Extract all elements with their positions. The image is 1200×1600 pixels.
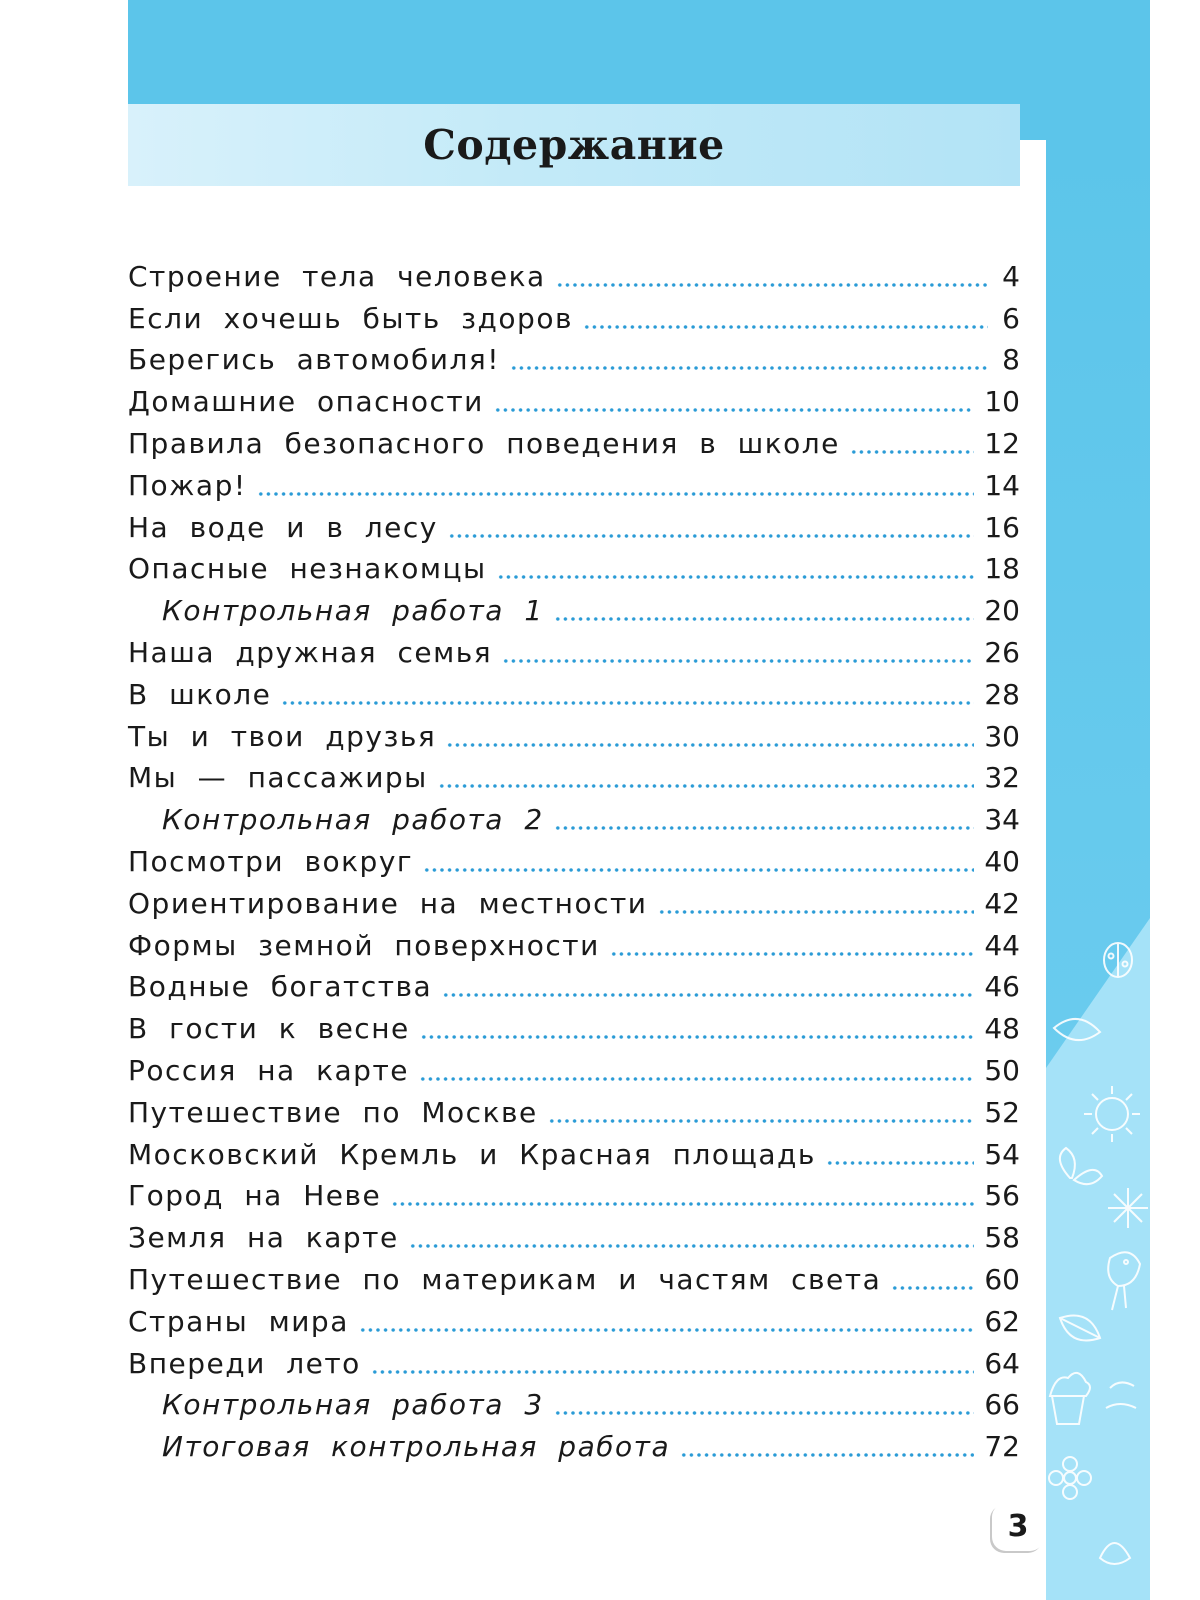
toc-entry-page: 62 — [984, 1304, 1020, 1338]
dot-leader — [420, 1035, 975, 1039]
toc-entry-page: 60 — [984, 1262, 1020, 1296]
dot-leader — [826, 1161, 974, 1165]
toc-entry-page: 50 — [984, 1053, 1020, 1087]
dot-leader — [548, 1119, 975, 1123]
dot-leader — [371, 1370, 975, 1374]
dot-leader — [448, 534, 975, 538]
toc-entry-page: 20 — [984, 594, 1020, 628]
dot-leader — [610, 952, 975, 956]
toc-entry-page: 66 — [984, 1388, 1020, 1422]
toc-entry-page: 52 — [984, 1095, 1020, 1129]
snowflake-icon — [1108, 1188, 1148, 1228]
toc-entry[interactable] — [128, 379, 1020, 421]
toc-entry-title: Путешествие по материкам и частям света — [128, 1262, 882, 1296]
toc-entry-title: Пожар! — [128, 468, 247, 502]
toc-entry-title: Строение тела человека — [128, 259, 546, 293]
toc-entry-title: Берегись автомобиля! — [128, 343, 500, 377]
toc-entry-page: 58 — [984, 1221, 1020, 1255]
toc-entry-title: Страны мира — [128, 1304, 349, 1338]
toc-entry[interactable] — [128, 756, 1020, 798]
toc-entry[interactable] — [128, 1341, 1020, 1383]
toc-entry[interactable] — [128, 254, 1020, 296]
dot-leader — [281, 701, 974, 705]
toc-entry-title: В школе — [128, 677, 272, 711]
toc-entry-page: 6 — [1002, 301, 1020, 335]
toc-entry[interactable] — [128, 1174, 1020, 1216]
toc-entry-title: Если хочешь быть здоров — [128, 301, 573, 335]
toc-entry-page: 42 — [984, 886, 1020, 920]
toc-entry-title: Домашние опасности — [128, 385, 484, 419]
dot-leader — [502, 659, 974, 663]
toc-entry[interactable] — [128, 296, 1020, 338]
toc-entry[interactable] — [128, 1090, 1020, 1132]
toc-entry-page: 32 — [984, 761, 1020, 795]
toc-entry-title: Контрольная работа 2 — [162, 803, 544, 837]
dot-leader — [438, 784, 975, 788]
toc-entry-page: 12 — [984, 426, 1020, 460]
toc-entry[interactable] — [128, 1215, 1020, 1257]
toc-entry-page: 30 — [984, 719, 1020, 753]
toc-entry-page: 26 — [984, 635, 1020, 669]
dot-leader — [409, 1244, 975, 1248]
dot-leader — [442, 993, 974, 997]
dot-leader — [891, 1286, 974, 1290]
toc-entry[interactable] — [128, 1299, 1020, 1341]
toc-entry-page: 64 — [984, 1346, 1020, 1380]
toc-entry-title: Ориентирование на местности — [128, 886, 648, 920]
toc-entry-title: Посмотри вокруг — [128, 844, 414, 878]
dot-leader — [680, 1453, 974, 1457]
toc-entry-page: 28 — [984, 677, 1020, 711]
toc-entry-title: В гости к весне — [128, 1012, 410, 1046]
toc-entry-title: Наша дружная семья — [128, 635, 493, 669]
toc-entry[interactable] — [128, 714, 1020, 756]
dot-leader — [257, 492, 975, 496]
toc-entry[interactable] — [128, 1383, 1020, 1425]
toc-entry[interactable] — [128, 797, 1020, 839]
toc-entry-page: 56 — [984, 1179, 1020, 1213]
page-number: 3 — [992, 1503, 1044, 1551]
toc-entry[interactable] — [128, 1006, 1020, 1048]
toc-entry[interactable] — [128, 588, 1020, 630]
toc-entry[interactable] — [128, 672, 1020, 714]
dot-leader — [850, 450, 974, 454]
dot-leader — [446, 743, 974, 747]
toc-entry[interactable] — [128, 505, 1020, 547]
dot-leader — [554, 617, 975, 621]
toc-entry-page: 72 — [984, 1430, 1020, 1464]
toc-entry-page: 10 — [984, 385, 1020, 419]
toc-entry[interactable] — [128, 1257, 1020, 1299]
toc-entry-title: Ты и твои друзья — [128, 719, 437, 753]
toc-entry-title: Итоговая контрольная работа — [162, 1430, 671, 1464]
toc-entry[interactable] — [128, 338, 1020, 380]
toc-entry[interactable] — [128, 463, 1020, 505]
toc-entry-title: Водные богатства — [128, 970, 433, 1004]
toc-entry[interactable] — [128, 421, 1020, 463]
toc-entry-title: Впереди лето — [128, 1346, 361, 1380]
toc-entry-title: Контрольная работа 1 — [162, 594, 544, 628]
toc-entry-page: 40 — [984, 844, 1020, 878]
toc-entry-title: Опасные незнакомцы — [128, 552, 487, 586]
toc-entry[interactable] — [128, 881, 1020, 923]
toc-entry-title: На воде и в лесу — [128, 510, 438, 544]
toc-entry-title: Город на Неве — [128, 1179, 382, 1213]
dot-leader — [359, 1328, 975, 1332]
toc-entry[interactable] — [128, 923, 1020, 965]
dot-leader — [583, 325, 988, 329]
toc-entry-title: Мы — пассажиры — [128, 761, 428, 795]
toc-entry-page: 8 — [1002, 343, 1020, 377]
toc-entry-page: 18 — [984, 552, 1020, 586]
dot-leader — [658, 910, 975, 914]
toc-entry-title: Контрольная работа 3 — [162, 1388, 544, 1422]
toc-entry-page: 34 — [984, 803, 1020, 837]
decorative-pattern — [1040, 918, 1150, 1600]
dot-leader — [510, 366, 988, 370]
toc-entry-title: Правила безопасного поведения в школе — [128, 426, 840, 460]
dot-leader — [554, 1411, 975, 1415]
toc-entry[interactable] — [128, 1424, 1020, 1466]
toc-entry-title: Земля на карте — [128, 1221, 399, 1255]
toc-entry[interactable] — [128, 1048, 1020, 1090]
dot-leader — [419, 1077, 974, 1081]
toc-entry[interactable] — [128, 630, 1020, 672]
toc-entry-title: Московский Кремль и Красная площадь — [128, 1137, 816, 1171]
toc-entry-page: 46 — [984, 970, 1020, 1004]
dot-leader — [494, 408, 974, 412]
toc-entry-page: 16 — [984, 510, 1020, 544]
dot-leader — [423, 868, 974, 872]
toc-entry[interactable] — [128, 839, 1020, 881]
dot-leader — [554, 826, 975, 830]
dot-leader — [497, 575, 975, 579]
toc-entry-title: Путешествие по Москве — [128, 1095, 538, 1129]
page-title: Содержание — [423, 121, 725, 169]
toc-entry[interactable] — [128, 547, 1020, 589]
toc-entry-page: 44 — [984, 928, 1020, 962]
toc-entry[interactable] — [128, 965, 1020, 1007]
dot-leader — [556, 283, 988, 287]
toc-entry-title: Россия на карте — [128, 1053, 409, 1087]
toc-entry-page: 48 — [984, 1012, 1020, 1046]
toc-entry-page: 14 — [984, 468, 1020, 502]
toc-entry-page: 54 — [984, 1137, 1020, 1171]
toc-entry-page: 4 — [1002, 259, 1020, 293]
toc-entry[interactable] — [128, 1132, 1020, 1174]
table-of-contents — [128, 254, 1020, 1466]
toc-entry-title: Формы земной поверхности — [128, 928, 600, 962]
dot-leader — [391, 1202, 974, 1206]
